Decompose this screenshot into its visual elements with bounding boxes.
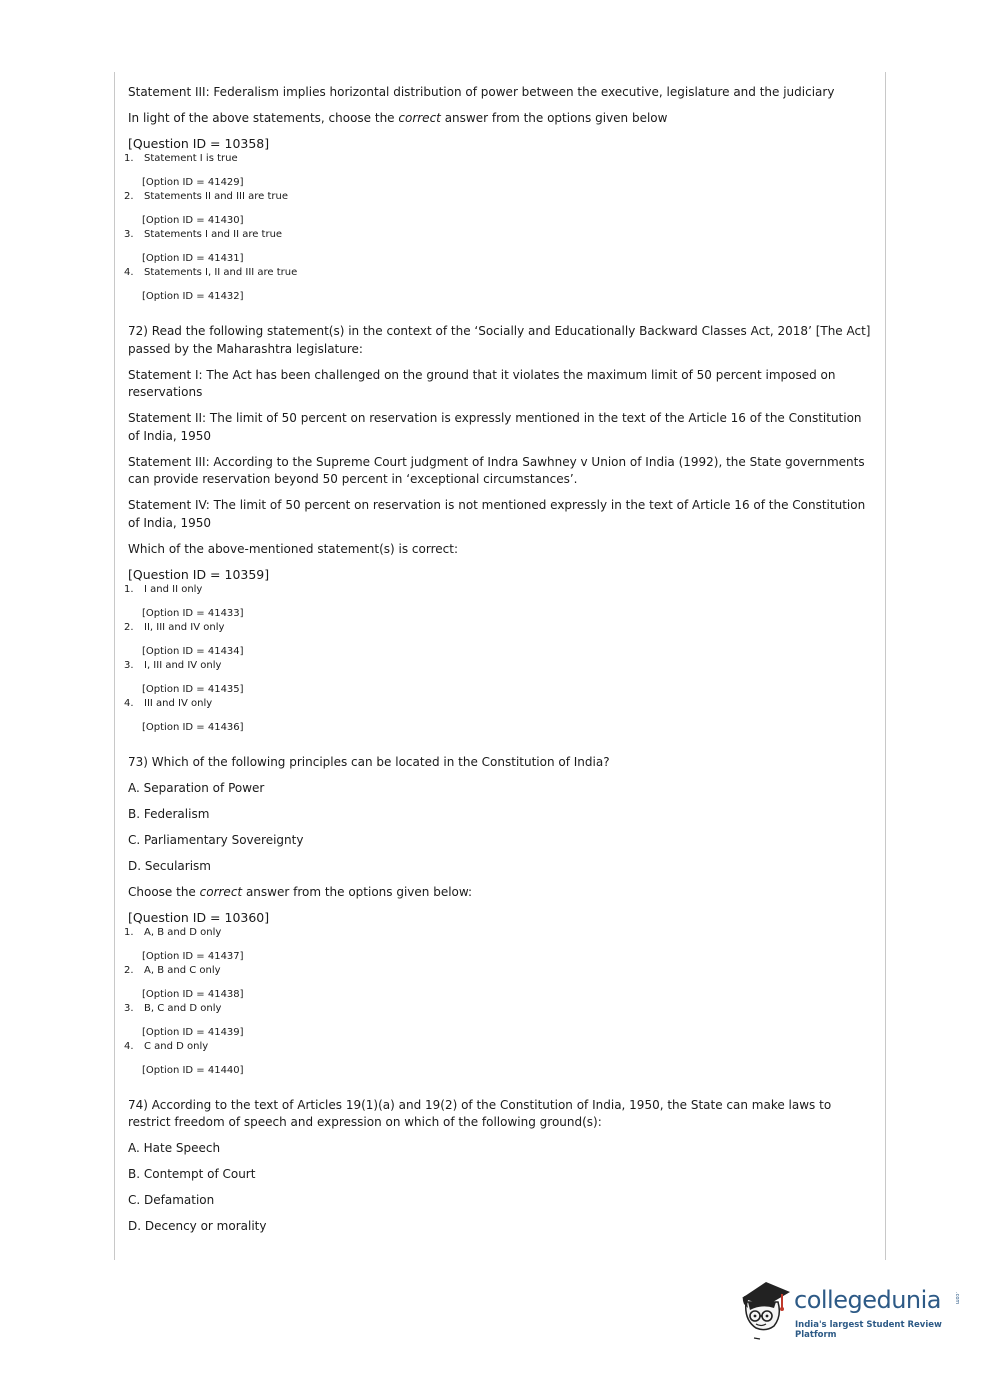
brand-domain: .com xyxy=(954,1292,960,1305)
option-item: 3. Statements I and II are true xyxy=(124,229,283,240)
option-item: 1. Statement I is true xyxy=(124,153,238,164)
ground-a: A. Hate Speech xyxy=(128,1141,221,1155)
option-id: [Option ID = 41434] xyxy=(142,645,244,657)
option-item: 4. Statements I, II and III are true xyxy=(124,267,298,278)
question-72: 72) Read the following statement(s) in the context of the ‘Socially and Educationally Backward Classes Act, 2018’ [The Act] passed by the Maharashtra legislature: xyxy=(128,324,871,356)
option-item: 1. A, B and D only xyxy=(124,926,222,938)
principle-b: B. Federalism xyxy=(128,806,210,821)
option-item: 1. I and II only xyxy=(124,583,203,595)
ground-c: C. Defamation xyxy=(128,1193,215,1207)
ground-d: D. Decency or morality xyxy=(128,1219,267,1233)
principle-d: D. Secularism xyxy=(128,858,211,873)
question-74: 74) According to the text of Articles 19(1)(a) and 19(2) of the Constitution of India, 1950, the State can make laws to restrict freedom of speech and expression on which of the following ground(s): xyxy=(128,1097,832,1129)
option-id: [Option ID = 41429] xyxy=(142,177,244,188)
collegedunia-logo[interactable] xyxy=(736,1272,961,1344)
option-item: 4. C and D only xyxy=(124,1040,209,1052)
ground-b: B. Contempt of Court xyxy=(128,1167,256,1181)
question-73: 73) Which of the following principles can be located in the Constitution of India? xyxy=(128,754,610,769)
option-id: [Option ID = 41432] xyxy=(142,291,244,302)
option-item: 2. Statements II and III are true xyxy=(124,191,288,202)
option-item: 4. III and IV only xyxy=(124,697,213,709)
option-item: 2. A, B and C only xyxy=(124,964,221,976)
option-item: 3. I, III and IV only xyxy=(124,659,222,671)
statement-4: Statement IV: The limit of 50 percent on reservation is not mentioned expressly in the text of Article 16 of the Constitution of India, 1950 xyxy=(128,498,866,530)
question-id: [Question ID = 10359] xyxy=(128,566,270,582)
document-content xyxy=(124,84,872,1244)
option-id: [Option ID = 41433] xyxy=(142,607,244,619)
option-id: [Option ID = 41439] xyxy=(142,1026,244,1038)
statement-3: Statement III: According to the Supreme Court judgment of Indra Sawhney v Union of India (1992), the State governments can provide reservation beyond 50 percent in ‘exceptional circumstances’. xyxy=(128,454,865,486)
option-id: [Option ID = 41436] xyxy=(142,721,244,733)
option-list xyxy=(124,583,872,735)
statement-2: Statement II: The limit of 50 percent on reservation is expressly mentioned in the text of the Article 16 of the Constitution of India, 1950 xyxy=(128,411,862,443)
option-item: 3. B, C and D only xyxy=(124,1002,222,1014)
mascot-icon xyxy=(736,1272,796,1344)
option-id: [Option ID = 41431] xyxy=(142,253,244,264)
instruction: In light of the above statements, choose the correct answer from the options given below xyxy=(128,111,668,125)
option-list xyxy=(124,152,872,304)
question-id: [Question ID = 10358] xyxy=(128,136,270,151)
option-item: 2. II, III and IV only xyxy=(124,621,225,633)
statement-3: Statement III: Federalism implies horizontal distribution of power between the executive, legislature and the judiciary xyxy=(128,85,835,99)
option-id: [Option ID = 41435] xyxy=(142,683,244,695)
option-list xyxy=(124,926,872,1078)
option-id: [Option ID = 41440] xyxy=(142,1064,244,1076)
option-id: [Option ID = 41437] xyxy=(142,950,244,962)
statement-1: Statement I: The Act has been challenged on the ground that it violates the maximum limit of 50 percent imposed on reservations xyxy=(128,367,836,399)
brand-name: collegedunia xyxy=(794,1286,942,1314)
principle-c: C. Parliamentary Sovereignty xyxy=(128,832,304,847)
principle-a: A. Separation of Power xyxy=(128,780,265,795)
brand-tagline: India's largest Student Review Platform xyxy=(795,1320,942,1340)
option-id: [Option ID = 41438] xyxy=(142,988,244,1000)
question-prompt: Which of the above-mentioned statement(s) is correct: xyxy=(128,541,458,556)
question-id: [Question ID = 10360] xyxy=(128,909,270,925)
option-id: [Option ID = 41430] xyxy=(142,215,244,226)
instruction: Choose the correct answer from the options given below: xyxy=(128,884,473,899)
